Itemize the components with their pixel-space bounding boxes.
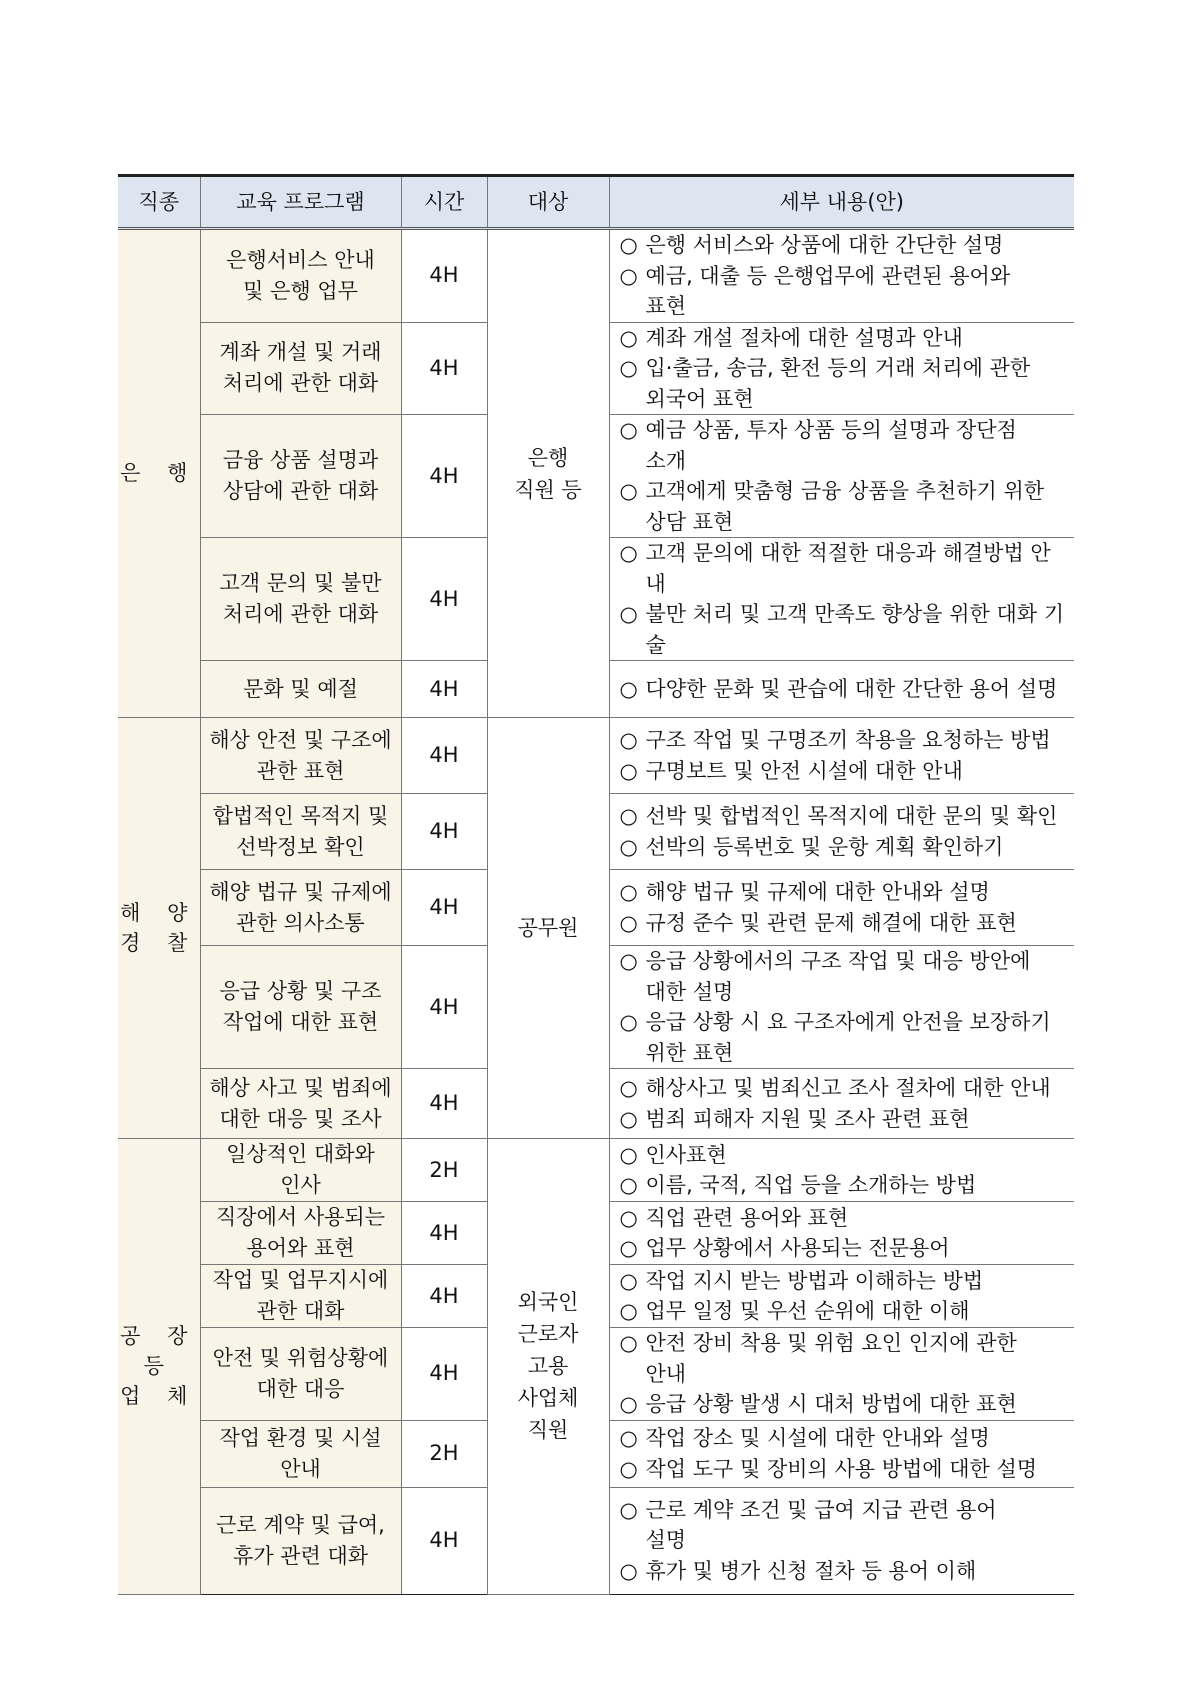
detail-item [620,1423,1071,1454]
detail-item [620,877,1071,908]
header-job: 직종 [118,176,200,229]
detail-item [620,415,1071,476]
detail-text: 응급 상황에서의 구조 작업 및 대응 방안에 대한 설명 [645,949,1031,1004]
program-name: 작업 환경 및 시설 안내 [219,1425,382,1481]
bullet-circle-icon: ○ [619,1142,638,1167]
bullet-circle-icon: ○ [619,1558,638,1583]
hours-cell: 4H [401,1328,487,1421]
details-list [620,323,1071,415]
hours-cell: 4H [401,661,487,718]
header-target: 대상 [487,176,609,229]
program-name-cell [200,718,401,794]
detail-text: 선박 및 합법적인 목적지에 대한 문의 및 확인 [645,804,1058,828]
details-list [620,538,1071,660]
program-name: 작업 및 업무지시에 관한 대화 [212,1268,389,1323]
target-audience-cell [487,1139,609,1595]
target-audience-cell [487,229,609,718]
bullet-circle-icon: ○ [619,910,638,935]
bullet-circle-icon: ○ [619,418,638,442]
program-name: 해상 사고 및 범죄에 대한 대응 및 조사 [209,1075,392,1131]
hours-cell: 2H [401,1139,487,1202]
program-name-cell [200,1265,401,1328]
detail-text: 해상사고 및 범죄신고 조사 절차에 대한 안내 [645,1076,1051,1100]
detail-text: 고객에게 맞춤형 금융 상품을 추천하기 위한 상담 표현 [645,479,1045,534]
hours-cell: 4H [401,1487,487,1594]
program-name-cell [200,322,401,415]
detail-item [620,756,1071,787]
bullet-circle-icon: ○ [619,1299,638,1323]
job-category-label: 은 행 [120,461,198,485]
detail-item [620,908,1071,939]
bullet-circle-icon: ○ [619,880,638,904]
job-category-cell [118,229,200,718]
target-audience: 외국인 근로자 고용 사업체 직원 [517,1290,579,1443]
detail-text: 업무 상황에서 사용되는 전문용어 [645,1236,950,1260]
education-program-table [118,174,1074,1595]
program-name-cell [200,1487,401,1594]
hours-cell: 4H [401,946,487,1069]
detail-item [620,323,1071,354]
details-list [620,1495,1071,1587]
table-row [118,229,1074,323]
hours-cell: 4H [401,1202,487,1265]
bullet-circle-icon: ○ [619,1076,638,1100]
program-name: 해양 법규 및 규제에 관한 의사소통 [209,879,392,935]
details-cell [609,1069,1074,1139]
program-name: 일상적인 대화와 인사 [226,1142,375,1197]
bullet-circle-icon: ○ [619,834,638,859]
program-name: 은행서비스 안내 및 은행 업무 [226,247,375,303]
program-name: 합법적인 목적지 및 선박정보 확인 [212,803,389,859]
hours-cell: 4H [401,870,487,946]
program-name-cell [200,1069,401,1139]
header-hours: 시간 [401,176,487,229]
bullet-circle-icon: ○ [619,728,638,752]
details-cell [609,229,1074,323]
hours-cell: 4H [401,794,487,870]
program-name: 직장에서 사용되는 용어와 표현 [216,1205,385,1260]
detail-text: 은행 서비스와 상품에 대한 간단한 설명 [645,233,1004,257]
hours-cell: 4H [401,1069,487,1139]
bullet-circle-icon: ○ [619,804,638,828]
target-audience-cell [487,718,609,1139]
detail-item [620,1389,1071,1420]
detail-text: 예금 상품, 투자 상품 등의 설명과 장단점 소개 [645,418,1017,473]
job-category-cell [118,1139,200,1595]
detail-item [620,1266,1071,1297]
detail-item [620,1170,1071,1201]
detail-item [620,1556,1071,1587]
program-name-cell [200,870,401,946]
detail-text: 구명보트 및 안전 시설에 대한 안내 [645,758,963,783]
program-name-cell [200,946,401,1069]
detail-item [620,1073,1071,1104]
detail-item [620,832,1071,863]
hours-cell: 4H [401,322,487,415]
bullet-circle-icon: ○ [619,1010,638,1034]
details-cell [609,1202,1074,1265]
detail-item [620,1104,1071,1135]
program-name: 고객 문의 및 불만 처리에 관한 대화 [219,571,382,626]
detail-text: 해양 법규 및 규제에 대한 안내와 설명 [645,880,990,904]
detail-text: 이름, 국적, 직업 등을 소개하는 방법 [645,1173,977,1197]
details-cell [609,661,1074,718]
bullet-circle-icon: ○ [619,1268,638,1293]
detail-text: 작업 도구 및 장비의 사용 방법에 대한 설명 [645,1456,1038,1481]
bullet-circle-icon: ○ [619,479,638,503]
details-cell [609,415,1074,538]
hours-cell: 2H [401,1420,487,1487]
hours-cell: 4H [401,1265,487,1328]
bullet-circle-icon: ○ [619,1456,638,1481]
detail-text: 업무 일정 및 우선 순위에 대한 이해 [645,1299,970,1323]
detail-text: 예금, 대출 등 은행업무에 관련된 용어와 표현 [645,263,1011,318]
bullet-circle-icon: ○ [619,325,638,350]
detail-item [620,1328,1071,1389]
program-name: 계좌 개설 및 거래 처리에 관한 대화 [219,340,382,396]
details-list [620,1203,1071,1264]
detail-item [620,1203,1071,1234]
detail-item [620,538,1071,599]
program-name: 응급 상황 및 구조 작업에 대한 표현 [219,979,382,1034]
details-list [620,1328,1071,1420]
detail-text: 작업 지시 받는 방법과 이해하는 방법 [645,1268,984,1293]
details-list [620,1266,1071,1327]
bullet-circle-icon: ○ [619,676,638,701]
table-body [118,229,1074,1595]
bullet-circle-icon: ○ [619,541,638,565]
details-cell [609,1139,1074,1202]
details-list [620,1423,1071,1484]
target-audience: 은행 직원 등 [514,445,582,502]
bullet-circle-icon: ○ [619,1392,638,1416]
header-program: 교육 프로그램 [200,176,401,229]
program-name-cell [200,415,401,538]
program-name-cell [200,1202,401,1265]
details-list [620,801,1071,862]
detail-item [620,1296,1071,1327]
header-row [118,176,1074,229]
bullet-circle-icon: ○ [619,263,638,288]
program-name-cell [200,661,401,718]
program-name-cell [200,794,401,870]
detail-text: 불만 처리 및 고객 만족도 향상을 위한 대화 기술 [645,602,1065,657]
detail-item [620,476,1071,537]
bullet-circle-icon: ○ [619,1497,638,1522]
details-cell [609,1487,1074,1594]
bullet-circle-icon: ○ [619,356,638,380]
details-list [620,1073,1071,1134]
program-name-cell [200,229,401,323]
details-cell [609,1420,1074,1487]
details-list [620,725,1071,786]
detail-text: 응급 상황 시 요 구조자에게 안전을 보장하기 위한 표현 [645,1010,1051,1065]
program-name-cell [200,538,401,661]
detail-text: 입·출금, 송금, 환전 등의 거래 처리에 관한 외국어 표현 [645,356,1031,411]
detail-item [620,801,1071,832]
program-name: 해상 안전 및 구조에 관한 표현 [209,727,392,783]
detail-item [620,674,1071,705]
details-list [620,1140,1071,1201]
bullet-circle-icon: ○ [619,1236,638,1260]
details-cell [609,794,1074,870]
detail-text: 인사표현 [645,1142,727,1167]
detail-item [620,230,1071,261]
bullet-circle-icon: ○ [619,233,638,257]
details-list [620,674,1071,705]
detail-text: 구조 작업 및 구명조끼 착용을 요청하는 방법 [645,728,1051,752]
bullet-circle-icon: ○ [619,949,638,973]
bullet-circle-icon: ○ [619,1106,638,1131]
details-list [620,415,1071,537]
detail-item [620,353,1071,414]
bullet-circle-icon: ○ [619,1331,638,1355]
target-audience: 공무원 [517,916,579,940]
details-cell [609,870,1074,946]
detail-item [620,725,1071,756]
detail-text: 직업 관련 용어와 표현 [645,1205,849,1230]
details-list [620,877,1071,938]
detail-text: 선박의 등록번호 및 운항 계획 확인하기 [645,834,1004,859]
detail-item [620,1233,1071,1264]
detail-text: 휴가 및 병가 신청 절차 등 용어 이해 [645,1558,977,1583]
program-name-cell [200,1420,401,1487]
program-name-cell [200,1139,401,1202]
job-category-label: 공 장 등 업 체 [120,1323,198,1408]
detail-item [620,1495,1071,1556]
detail-text: 다양한 문화 및 관습에 대한 간단한 용어 설명 [645,676,1058,701]
detail-item [620,261,1071,322]
details-cell [609,538,1074,661]
header-details: 세부 내용(안) [609,176,1074,229]
job-category-cell [118,718,200,1139]
details-cell [609,1265,1074,1328]
details-cell [609,946,1074,1069]
details-list [620,230,1071,322]
detail-text: 계좌 개설 절차에 대한 설명과 안내 [645,325,963,350]
details-cell [609,322,1074,415]
detail-item [620,946,1071,1007]
hours-cell: 4H [401,718,487,794]
detail-text: 응급 상황 발생 시 대처 방법에 대한 표현 [645,1392,1017,1416]
detail-text: 범죄 피해자 지원 및 조사 관련 표현 [645,1106,970,1131]
program-name: 안전 및 위험상황에 대한 대응 [212,1345,389,1401]
program-name: 문화 및 예절 [243,676,358,701]
detail-item [620,599,1071,660]
bullet-circle-icon: ○ [619,1426,638,1450]
bullet-circle-icon: ○ [619,758,638,783]
detail-item [620,1454,1071,1485]
hours-cell: 4H [401,415,487,538]
detail-item [620,1007,1071,1068]
detail-text: 작업 장소 및 시설에 대한 안내와 설명 [645,1426,990,1450]
hours-cell: 4H [401,229,487,323]
table-header [118,176,1074,229]
hours-cell: 4H [401,538,487,661]
table-row [118,718,1074,794]
bullet-circle-icon: ○ [619,602,638,626]
program-name-cell [200,1328,401,1421]
detail-text: 규정 준수 및 관련 문제 해결에 대한 표현 [645,910,1017,935]
detail-text: 안전 장비 착용 및 위험 요인 인지에 관한 안내 [645,1331,1017,1386]
details-list [620,946,1071,1068]
program-name: 근로 계약 및 급여, 휴가 관련 대화 [216,1512,385,1568]
program-name: 금융 상품 설명과 상담에 관한 대화 [222,448,379,503]
job-category-label: 해 양 경 찰 [120,900,198,955]
bullet-circle-icon: ○ [619,1205,638,1230]
detail-item [620,1140,1071,1171]
detail-text: 근로 계약 조건 및 급여 지급 관련 용어 설명 [645,1497,997,1553]
details-cell [609,718,1074,794]
details-cell [609,1328,1074,1421]
detail-text: 고객 문의에 대한 적절한 대응과 해결방법 안내 [645,541,1051,596]
bullet-circle-icon: ○ [619,1173,638,1197]
table-row [118,1139,1074,1202]
